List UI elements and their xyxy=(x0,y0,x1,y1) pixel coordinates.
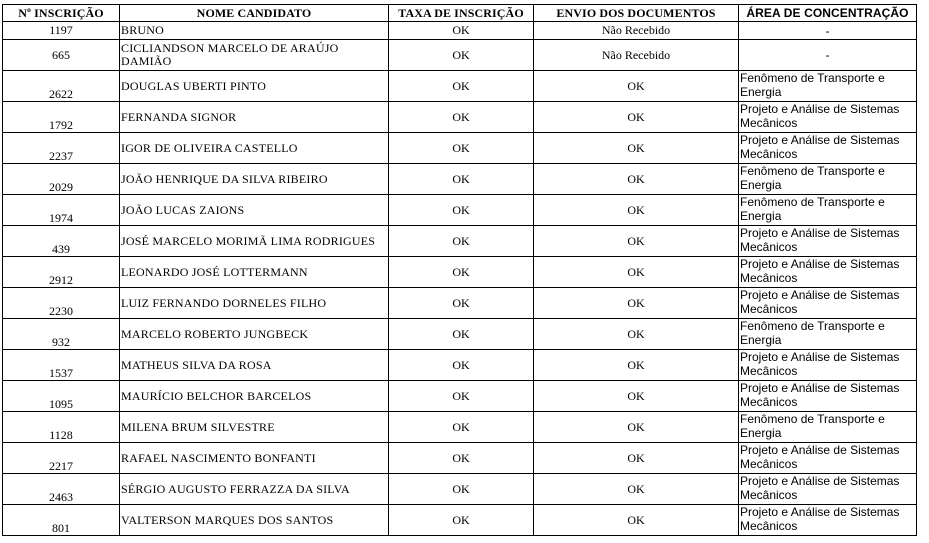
cell-envio: Não Recebido xyxy=(534,40,739,71)
cell-area: Projeto e Análise de Sistemas Mecânicos xyxy=(739,102,917,133)
cell-inscricao: 801 xyxy=(3,505,120,536)
cell-area: Projeto e Análise de Sistemas Mecânicos xyxy=(739,350,917,381)
header-inscricao: Nº INSCRIÇÃO xyxy=(3,5,120,22)
cell-inscricao: 1974 xyxy=(3,195,120,226)
header-area: ÁREA DE CONCENTRAÇÃO xyxy=(739,5,917,22)
cell-taxa: OK xyxy=(389,226,534,257)
cell-inscricao: 1197 xyxy=(3,22,120,40)
cell-taxa: OK xyxy=(389,40,534,71)
cell-inscricao: 2622 xyxy=(3,71,120,102)
table-row xyxy=(3,226,917,257)
cell-inscricao: 2237 xyxy=(3,133,120,164)
cell-envio: OK xyxy=(534,350,739,381)
cell-nome: JOÃO HENRIQUE DA SILVA RIBEIRO xyxy=(120,164,389,195)
table-row xyxy=(3,443,917,474)
cell-inscricao: 2912 xyxy=(3,257,120,288)
cell-area: - xyxy=(739,22,917,40)
cell-envio: OK xyxy=(534,443,739,474)
cell-taxa: OK xyxy=(389,164,534,195)
cell-nome: SÉRGIO AUGUSTO FERRAZZA DA SILVA xyxy=(120,474,389,505)
cell-envio: OK xyxy=(534,381,739,412)
cell-area: Fenômeno de Transporte e Energia xyxy=(739,195,917,226)
cell-envio: OK xyxy=(534,319,739,350)
cell-taxa: OK xyxy=(389,319,534,350)
cell-taxa: OK xyxy=(389,350,534,381)
cell-envio: OK xyxy=(534,257,739,288)
cell-nome: MARCELO ROBERTO JUNGBECK xyxy=(120,319,389,350)
cell-nome: CICLIANDSON MARCELO DE ARAÚJO DAMIÃO xyxy=(120,40,389,71)
cell-nome: LEONARDO JOSÉ LOTTERMANN xyxy=(120,257,389,288)
cell-nome: IGOR DE OLIVEIRA CASTELLO xyxy=(120,133,389,164)
table-row xyxy=(3,195,917,226)
cell-area: Projeto e Análise de Sistemas Mecânicos xyxy=(739,257,917,288)
cell-nome: DOUGLAS UBERTI PINTO xyxy=(120,71,389,102)
cell-nome: MAURÍCIO BELCHOR BARCELOS xyxy=(120,381,389,412)
cell-envio: OK xyxy=(534,226,739,257)
cell-area: Projeto e Análise de Sistemas Mecânicos xyxy=(739,288,917,319)
cell-taxa: OK xyxy=(389,195,534,226)
cell-envio: OK xyxy=(534,164,739,195)
header-row xyxy=(3,5,917,22)
table-row xyxy=(3,133,917,164)
cell-inscricao: 2463 xyxy=(3,474,120,505)
cell-taxa: OK xyxy=(389,71,534,102)
cell-nome: RAFAEL NASCIMENTO BONFANTI xyxy=(120,443,389,474)
cell-area: Fenômeno de Transporte e Energia xyxy=(739,71,917,102)
cell-envio: OK xyxy=(534,505,739,536)
cell-inscricao: 439 xyxy=(3,226,120,257)
cell-envio: OK xyxy=(534,474,739,505)
cell-inscricao: 1537 xyxy=(3,350,120,381)
cell-nome: BRUNO xyxy=(120,22,389,40)
cell-envio: OK xyxy=(534,288,739,319)
table-row xyxy=(3,381,917,412)
cell-area: Projeto e Análise de Sistemas Mecânicos xyxy=(739,474,917,505)
cell-area: Fenômeno de Transporte e Energia xyxy=(739,164,917,195)
table-row xyxy=(3,164,917,195)
cell-taxa: OK xyxy=(389,381,534,412)
cell-nome: FERNANDA SIGNOR xyxy=(120,102,389,133)
table-row xyxy=(3,40,917,71)
cell-inscricao: 2230 xyxy=(3,288,120,319)
cell-area: Fenômeno de Transporte e Energia xyxy=(739,319,917,350)
cell-inscricao: 1792 xyxy=(3,102,120,133)
cell-nome: JOÃO LUCAS ZAIONS xyxy=(120,195,389,226)
cell-area: Projeto e Análise de Sistemas Mecânicos xyxy=(739,226,917,257)
cell-inscricao: 2217 xyxy=(3,443,120,474)
header-envio: ENVIO DOS DOCUMENTOS xyxy=(534,5,739,22)
table-row xyxy=(3,474,917,505)
cell-taxa: OK xyxy=(389,474,534,505)
cell-envio: OK xyxy=(534,133,739,164)
table-row xyxy=(3,412,917,443)
table-row xyxy=(3,22,917,40)
cell-envio: OK xyxy=(534,195,739,226)
cell-nome: LUIZ FERNANDO DORNELES FILHO xyxy=(120,288,389,319)
table-row xyxy=(3,319,917,350)
header-nome: NOME CANDIDATO xyxy=(120,5,389,22)
cell-envio: Não Recebido xyxy=(534,22,739,40)
cell-area: Projeto e Análise de Sistemas Mecânicos xyxy=(739,381,917,412)
header-taxa: TAXA DE INSCRIÇÃO xyxy=(389,5,534,22)
cell-inscricao: 2029 xyxy=(3,164,120,195)
cell-area: Projeto e Análise de Sistemas Mecânicos xyxy=(739,133,917,164)
table-row xyxy=(3,350,917,381)
cell-taxa: OK xyxy=(389,505,534,536)
cell-nome: VALTERSON MARQUES DOS SANTOS xyxy=(120,505,389,536)
table-row xyxy=(3,505,917,536)
cell-inscricao: 1128 xyxy=(3,412,120,443)
cell-taxa: OK xyxy=(389,412,534,443)
cell-envio: OK xyxy=(534,71,739,102)
table-row xyxy=(3,71,917,102)
cell-inscricao: 1095 xyxy=(3,381,120,412)
cell-taxa: OK xyxy=(389,102,534,133)
cell-area: Projeto e Análise de Sistemas Mecânicos xyxy=(739,443,917,474)
cell-envio: OK xyxy=(534,412,739,443)
cell-inscricao: 932 xyxy=(3,319,120,350)
candidates-table xyxy=(2,4,917,536)
table-row xyxy=(3,257,917,288)
cell-nome: MILENA BRUM SILVESTRE xyxy=(120,412,389,443)
cell-envio: OK xyxy=(534,102,739,133)
cell-taxa: OK xyxy=(389,22,534,40)
cell-area: Projeto e Análise de Sistemas Mecânicos xyxy=(739,505,917,536)
cell-taxa: OK xyxy=(389,288,534,319)
cell-nome: JOSÉ MARCELO MORIMÃ LIMA RODRIGUES xyxy=(120,226,389,257)
cell-taxa: OK xyxy=(389,257,534,288)
cell-taxa: OK xyxy=(389,133,534,164)
cell-taxa: OK xyxy=(389,443,534,474)
cell-area: Fenômeno de Transporte e Energia xyxy=(739,412,917,443)
table-row xyxy=(3,288,917,319)
cell-inscricao: 665 xyxy=(3,40,120,71)
cell-nome: MATHEUS SILVA DA ROSA xyxy=(120,350,389,381)
table-row xyxy=(3,102,917,133)
cell-area: - xyxy=(739,40,917,71)
